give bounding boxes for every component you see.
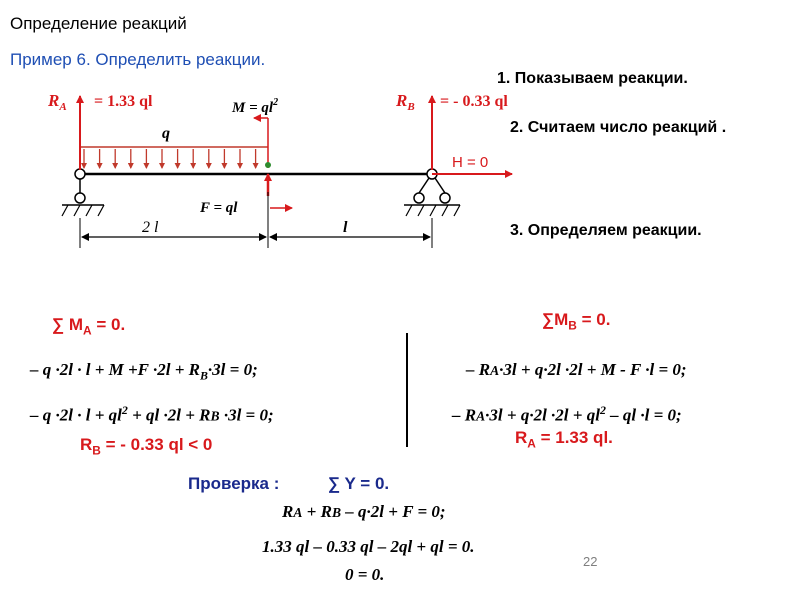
rb-label: $R_B$ [396,91,415,113]
sum-mb-heading: $\sum M_B = 0$. [542,310,611,333]
moment-label: $M = ql^2$ [232,97,279,116]
ra-label: $R_A$ [48,91,67,113]
dimension-lines [80,192,432,248]
step-3: 3. Определяем реакции. [510,222,702,239]
check-equation-3: 0 = 0. [345,565,385,584]
check-equation-1: RA + RB – q·2l + F = 0; [282,502,446,521]
step-2: 2. Считаем число реакций . [510,119,727,136]
page-number: 22 [583,554,598,569]
f-label: F = ql [200,200,238,216]
rb-result: $R_B$ = - 0.33 ql < 0 [80,435,213,458]
h-label: H = 0 [452,154,489,171]
dim-right-label: l [343,219,348,236]
dim-left-label: 2 l [142,219,159,236]
right-equation-2: – $RA\cdot 3l + q\cdot 2l \cdot 2l + ql^2$ – ql ·l = 0; [452,403,682,425]
left-equation-1: – $q \cdot 2l \cdot l + M +F \cdot 2l + R_B\cdot 3l = 0$; [30,360,258,383]
check-label: Проверка : [188,474,280,493]
q-label: q [162,125,170,142]
support-a [62,169,104,216]
ra-result: $R_A = 1.33$ ql. [515,428,613,451]
ra-value: = 1.33 ql [94,93,153,110]
right-equation-1: – RA·3l + q·2l ·2l + M - F ·l = 0; [466,360,687,379]
check-sum: ∑ Y = 0. [328,474,390,493]
distributed-load [80,147,268,171]
left-equation-2: – $q \cdot 2l \cdot l + ql^2$ + ql ·2l + RB ·3l = 0; [30,403,274,425]
rb-value: = - 0.33 ql [440,93,508,110]
step-1: 1. Показываем реакции. [497,70,688,87]
moment-m [254,118,271,168]
sum-ma-heading: ∑ $M_A = 0$. [52,315,126,338]
slide-header: Определение реакций [10,14,187,33]
column-divider [406,333,408,447]
slide-title: Пример 6. Определить реакции. [10,50,266,69]
support-b [404,169,460,216]
check-equation-2: 1.33 ql – 0.33 ql – 2ql + ql = 0. [262,537,475,556]
